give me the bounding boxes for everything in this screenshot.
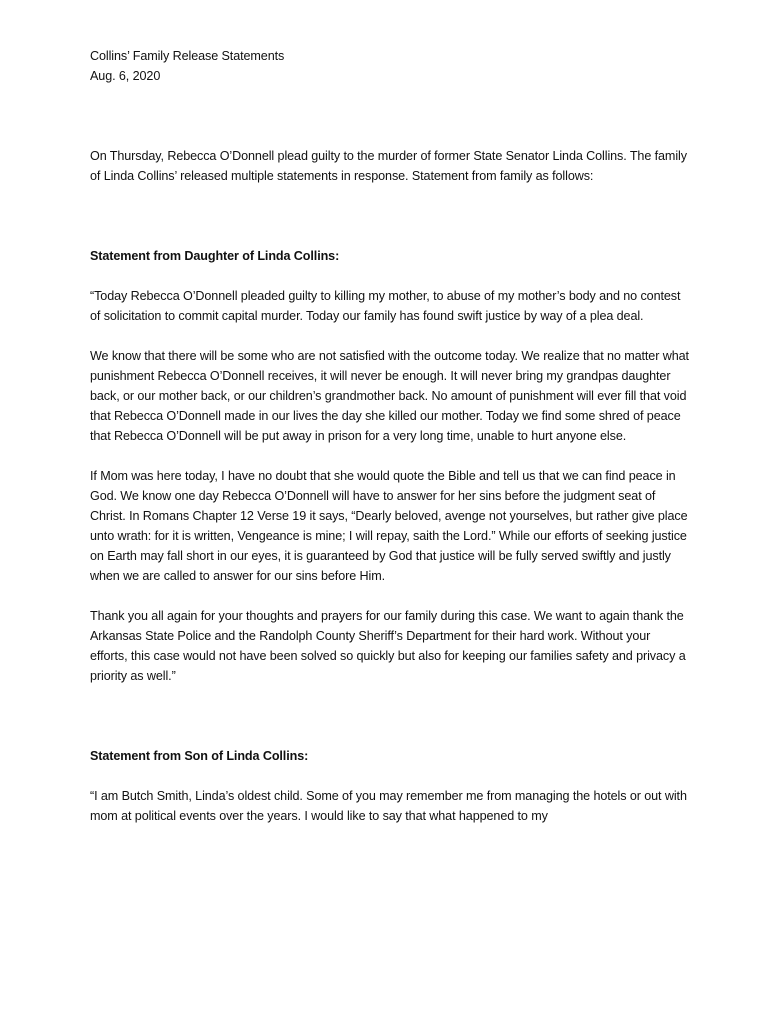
spacer — [90, 86, 690, 146]
son-statement-heading: Statement from Son of Linda Collins: — [90, 749, 309, 763]
daughter-statement-heading: Statement from Daughter of Linda Collins: — [90, 249, 340, 263]
daughter-paragraph-4: Thank you all again for your thoughts and prayers for our family during this case. We want to again thank the Arkansas State Police and the Randolph County Sheriff’s Department for their hard work. Without your efforts, this case would not have been solved so quickly but also for keeping our families safety and privacy a priority as well.” — [90, 609, 686, 683]
spacer — [90, 686, 690, 746]
document-date: Aug. 6, 2020 — [90, 69, 161, 83]
document-title: Collins’ Family Release Statements — [90, 49, 285, 63]
spacer — [90, 766, 690, 786]
daughter-paragraph-3: If Mom was here today, I have no doubt that she would quote the Bible and tell us that we can find peace in God. We know one day Rebecca O’Donnell will have to answer for her sins before the judgment seat of Christ. In Romans Chapter 12 Verse 19 it says, “Dearly beloved, avenge not yourselves, but rather give place unto wrath: for it is written, Vengeance is mine; I will repay, saith the Lord.” While our efforts of seeking justice on Earth may fall short in our eyes, it is guaranteed by God that justice will be fully served swiftly and justly when we are called to answer for our sins before Him. — [90, 469, 688, 583]
document-page — [90, 46, 690, 826]
intro-paragraph: On Thursday, Rebecca O’Donnell plead guilty to the murder of former State Senator Linda Collins. The family of Linda Collins’ released multiple statements in response. Statement from family as follows: — [90, 149, 687, 183]
son-paragraph-1: “I am Butch Smith, Linda’s oldest child. Some of you may remember me from managing the hotels or out with mom at political events over the years. I would like to say that what happened to my — [90, 789, 687, 823]
spacer — [90, 446, 690, 466]
daughter-paragraph-2: We know that there will be some who are not satisfied with the outcome today. We realize that no matter what punishment Rebecca O’Donnell receives, it will never be enough. It will never bring my grandpas daughter back, or our mother back, or our children’s grandmother back. No amount of punishment will ever fill that void that Rebecca O’Donnell made in our lives the day she killed our mother. Today we find some shred of peace that Rebecca O’Donnell will be put away in prison for a very long time, unable to hurt anyone else. — [90, 349, 689, 443]
spacer — [90, 586, 690, 606]
spacer — [90, 266, 690, 286]
spacer — [90, 326, 690, 346]
spacer — [90, 186, 690, 246]
daughter-paragraph-1: “Today Rebecca O’Donnell pleaded guilty to killing my mother, to abuse of my mother’s body and no contest of solicitation to commit capital murder. Today our family has found swift justice by way of a plea deal. — [90, 289, 681, 323]
